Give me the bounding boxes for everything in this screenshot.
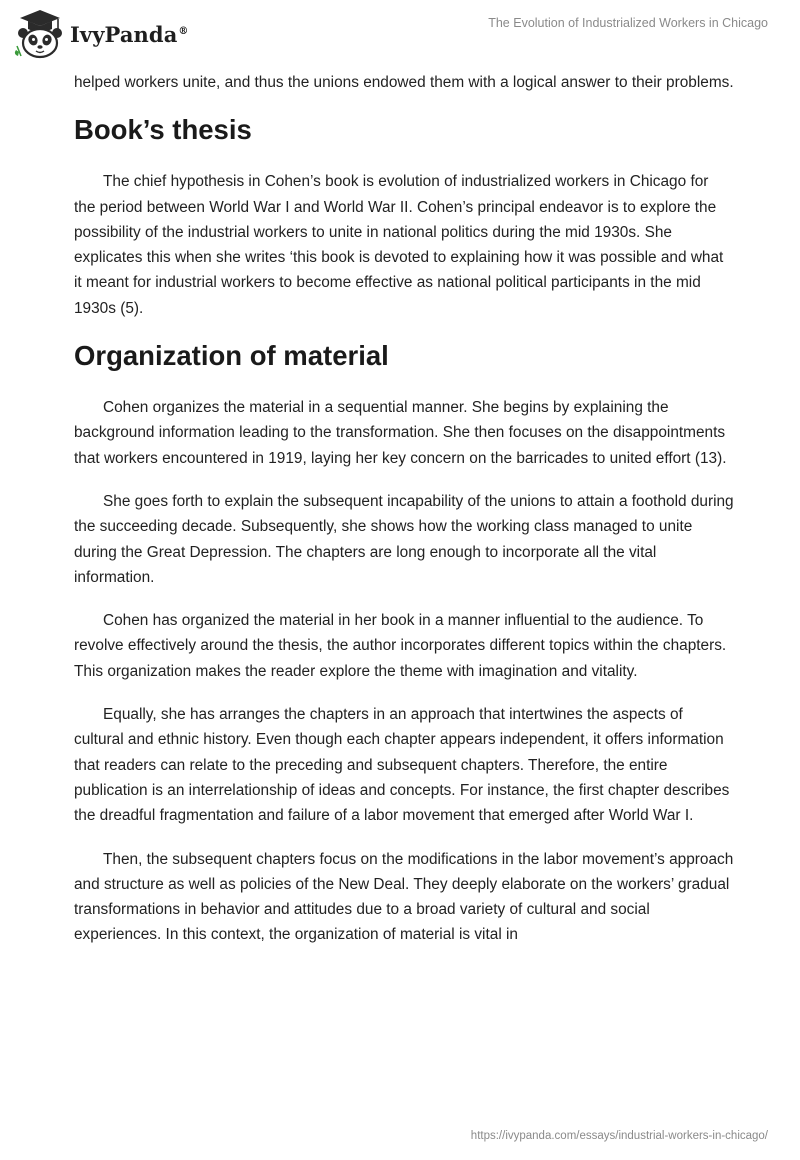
section-heading-organization: Organization of material xyxy=(74,340,389,372)
paragraph: Cohen has organized the material in her book in a manner influential to the audience. To revolve effectively around the thesis, the author incorporates different topics within the chapters. This organization makes the reader explore the theme with imagination and vitality. xyxy=(74,612,727,680)
registered-mark: ® xyxy=(178,25,189,37)
paragraph: Then, the subsequent chapters focus on the modifications in the labor movement’s approach and structure as well as policies of the New Deal. They deeply elaborate on the workers’ gradual transformations in behavior and attitudes due to a broad variety of cultural and social experiences. In this context, the organization of material is vital in xyxy=(74,850,734,944)
paragraph: She goes forth to explain the subsequent incapability of the unions to attain a foothold during the succeeding decade. Subsequently, she shows how the working class managed to unite during the Great Depression. The chapters are long enough to incorporate all the vital information. xyxy=(74,492,734,586)
ivypanda-logo[interactable] xyxy=(14,9,189,59)
brand-name xyxy=(70,22,189,47)
lead-paragraph: helped workers unite, and thus the unions endowed them with a logical answer to their problems. xyxy=(74,74,734,91)
essay-body xyxy=(74,70,734,966)
document-title: The Evolution of Industrialized Workers in Chicago xyxy=(488,16,768,30)
paragraph: The chief hypothesis in Cohen’s book is evolution of industrialized workers in Chicago for the period between World War I and World War II. Cohen’s principal endeavor is to explore the possibility of the industrial workers to unite in national politics during the mid 1930s. She explicates this when she writes ‘this book is devoted to explaining how it was possible and what it meant for industrial workers to become effective as national political participants in the mid 1930s (5). xyxy=(74,173,724,317)
panda-graduate-icon xyxy=(14,9,66,59)
paragraph: Cohen organizes the material in a sequential manner. She begins by explaining the background information leading to the transformation. She then focuses on the disappointments that workers encountered in 1919, laying her key concern on the barricades to united effort (13). xyxy=(74,399,727,467)
paragraph: Equally, she has arranges the chapters in an approach that intertwines the aspects of cultural and ethnic history. Even though each chapter appears independent, it offers information that readers can relate to the preceding and subsequent chapters. Therefore, the entire publication is an interrelationship of ideas and concepts. For instance, the first chapter describes the dreadful fragmentation and failure of a labor movement that emerged after World War I. xyxy=(74,706,730,825)
page-header xyxy=(0,0,800,70)
section-heading-thesis: Book’s thesis xyxy=(74,114,252,146)
source-url[interactable]: https://ivypanda.com/essays/industrial-workers-in-chicago/ xyxy=(470,1130,768,1142)
brand-text: IvyPanda xyxy=(70,21,178,47)
